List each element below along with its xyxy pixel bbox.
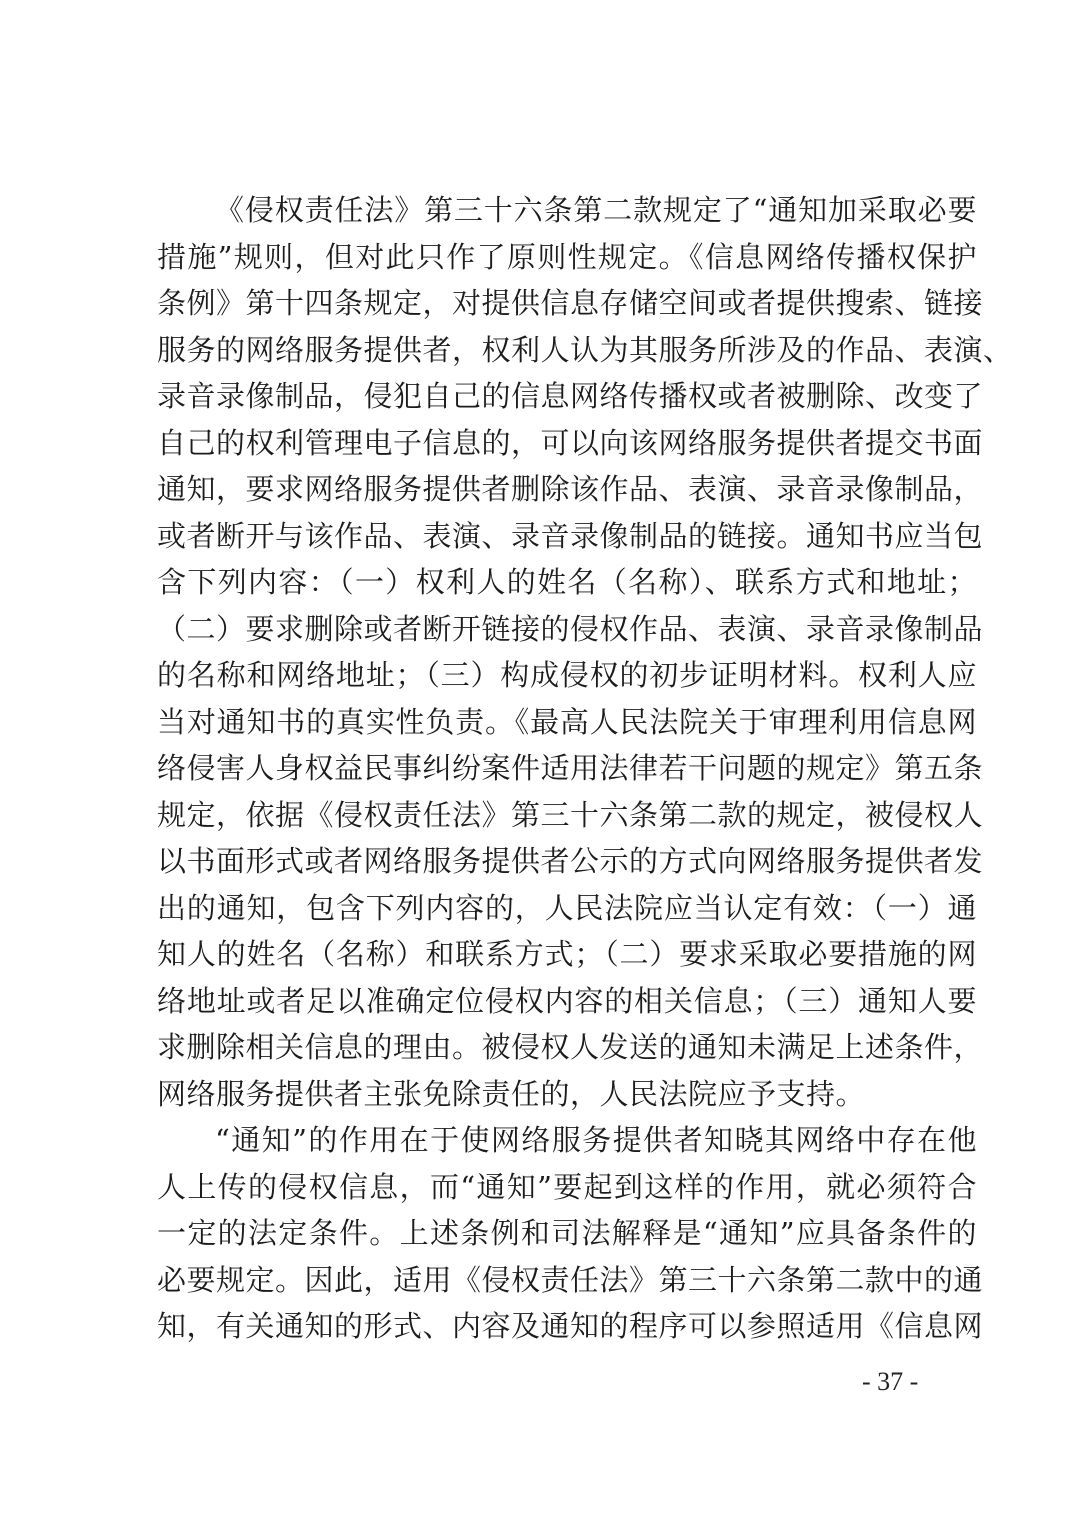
text-line: 条例》第十四条规定，对提供信息存储空间或者提供搜索、链接 — [157, 286, 984, 320]
text-line: 的名称和网络地址；（三）构成侵权的初步证明材料。权利人应 — [157, 658, 977, 692]
paragraph-2 — [157, 1117, 984, 1350]
text-line: 求删除相关信息的理由。被侵权人发送的通知未满足上述条件， — [157, 1030, 984, 1064]
body-text — [157, 187, 1013, 1350]
text-line: 或者断开与该作品、表演、录音录像制品的链接。通知书应当包 — [157, 518, 984, 553]
text-line: “通知”的作用在于使网络服务提供者知晓其网络中存在他 — [215, 1123, 977, 1157]
text-line: 录音录像制品，侵犯自己的信息网络传播权或者被删除、改变了 — [157, 379, 984, 413]
text-line: 通知，要求网络服务提供者删除该作品、表演、录音录像制品， — [157, 472, 984, 506]
text-line: 络侵害人身权益民事纠纷案件适用法律若干问题的规定》第五条 — [157, 751, 984, 785]
text-line: 含下列内容：（一）权利人的姓名（名称）、联系方式和地址； — [157, 565, 977, 599]
text-line: 措施”规则，但对此只作了原则性规定。《信息网络传播权保护 — [157, 239, 977, 274]
text-line: 当对通知书的真实性负责。《最高人民法院关于审理利用信息网 — [157, 704, 977, 739]
page-number: - 37 - — [862, 1367, 919, 1396]
text-line: 络地址或者足以准确定位侵权内容的相关信息；（三）通知人要 — [157, 983, 977, 1018]
text-line: 自己的权利管理电子信息的，可以向该网络服务提供者提交书面 — [157, 425, 984, 460]
text-line: 规定，依据《侵权责任法》第三十六条第二款的规定，被侵权人 — [157, 797, 984, 832]
text-line: 网络服务提供者主张免除责任的，人民法院应予支持。 — [157, 1076, 866, 1111]
text-line: 知，有关通知的形式、内容及通知的程序可以参照适用《信息网 — [157, 1309, 984, 1343]
text-line: 一定的法定条件。上述条例和司法解释是“通知”应具备条件的 — [157, 1216, 977, 1250]
text-line: 《侵权责任法》第三十六条第二款规定了“通知加采取必要 — [215, 193, 977, 227]
text-line: 以书面形式或者网络服务提供者公示的方式向网络服务提供者发 — [157, 844, 984, 878]
text-line: 人上传的侵权信息，而“通知”要起到这样的作用，就必须符合 — [157, 1169, 977, 1204]
paragraph-1 — [157, 187, 1013, 1117]
text-line: 服务的网络服务提供者，权利人认为其服务所涉及的作品、表演、 — [157, 332, 1013, 367]
text-line: 必要规定。因此，适用《侵权责任法》第三十六条第二款中的通 — [157, 1262, 984, 1297]
text-line: 出的通知，包含下列内容的，人民法院应当认定有效：（一）通 — [157, 890, 977, 925]
text-line: 知人的姓名（名称）和联系方式；（二）要求采取必要措施的网 — [157, 937, 977, 971]
text-line: （二）要求删除或者断开链接的侵权作品、表演、录音录像制品 — [157, 611, 984, 646]
